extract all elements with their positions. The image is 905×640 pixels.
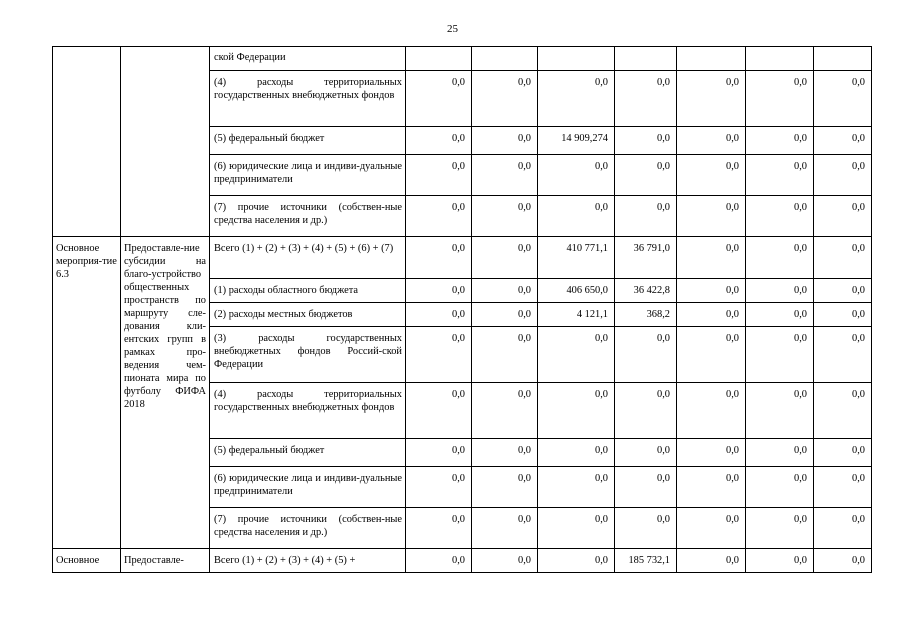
value-cell: 0,0 [746, 71, 814, 127]
value-cell: 0,0 [677, 383, 746, 439]
funding-source-cell: (5) федеральный бюджет [210, 439, 406, 467]
value-cell: 368,2 [615, 303, 677, 327]
measure-description-cell: Предоставле-ние субсидии на благо-устройство общественных пространств по маршруту сле-дования кли-ентских групп в рамках про-ведения чем-пионата мира по футболу ФИФА 2018 [121, 237, 210, 549]
value-cell: 0,0 [814, 196, 872, 237]
value-cell: 36 422,8 [615, 279, 677, 303]
value-cell: 0,0 [746, 508, 814, 549]
value-cell: 0,0 [746, 383, 814, 439]
value-cell [615, 47, 677, 71]
value-cell: 0,0 [538, 327, 615, 383]
funding-source-cell: (7) прочие источники (собствен-ные средства населения и др.) [210, 196, 406, 237]
value-cell: 0,0 [746, 237, 814, 279]
value-cell: 0,0 [406, 327, 472, 383]
value-cell [814, 47, 872, 71]
value-cell: 0,0 [746, 279, 814, 303]
page-number: 25 [447, 23, 458, 35]
value-cell [746, 47, 814, 71]
value-cell: 0,0 [406, 439, 472, 467]
budget-table [52, 46, 872, 573]
measure-cell: Основное мероприя-тие 6.3 [53, 237, 121, 549]
value-cell: 0,0 [814, 383, 872, 439]
value-cell: 0,0 [615, 383, 677, 439]
value-cell: 0,0 [677, 467, 746, 508]
value-cell: 0,0 [677, 127, 746, 155]
value-cell [538, 47, 615, 71]
value-cell: 0,0 [538, 439, 615, 467]
value-cell: 4 121,1 [538, 303, 615, 327]
value-cell: 0,0 [814, 71, 872, 127]
value-cell: 0,0 [677, 327, 746, 383]
value-cell: 0,0 [814, 279, 872, 303]
value-cell: 0,0 [472, 71, 538, 127]
value-cell: 0,0 [814, 327, 872, 383]
funding-source-cell: Всего (1) + (2) + (3) + (4) + (5) + (6) + (7) [210, 237, 406, 279]
value-cell: 0,0 [472, 127, 538, 155]
measure-cell: Основное [53, 549, 121, 573]
funding-source-cell: (4) расходы территориальных государственных внебюджетных фондов [210, 383, 406, 439]
table-row [53, 47, 872, 71]
value-cell: 0,0 [677, 71, 746, 127]
table-row [53, 237, 872, 279]
value-cell: 0,0 [472, 279, 538, 303]
value-cell: 0,0 [615, 196, 677, 237]
funding-source-cell: (7) прочие источники (собствен-ные средства населения и др.) [210, 508, 406, 549]
value-cell: 0,0 [406, 127, 472, 155]
value-cell: 0,0 [538, 549, 615, 573]
value-cell: 0,0 [472, 155, 538, 196]
value-cell: 0,0 [538, 383, 615, 439]
value-cell: 0,0 [472, 237, 538, 279]
value-cell: 0,0 [406, 549, 472, 573]
value-cell [406, 47, 472, 71]
value-cell: 185 732,1 [615, 549, 677, 573]
value-cell: 0,0 [746, 196, 814, 237]
value-cell: 0,0 [538, 155, 615, 196]
value-cell: 0,0 [677, 508, 746, 549]
value-cell: 0,0 [746, 549, 814, 573]
value-cell: 0,0 [746, 327, 814, 383]
value-cell: 0,0 [814, 467, 872, 508]
value-cell: 0,0 [472, 508, 538, 549]
value-cell: 0,0 [406, 279, 472, 303]
value-cell: 0,0 [406, 71, 472, 127]
value-cell: 0,0 [406, 237, 472, 279]
value-cell: 406 650,0 [538, 279, 615, 303]
value-cell: 0,0 [472, 303, 538, 327]
value-cell: 410 771,1 [538, 237, 615, 279]
funding-source-cell: (5) федеральный бюджет [210, 127, 406, 155]
funding-source-cell: (6) юридические лица и индиви-дуальные предприниматели [210, 155, 406, 196]
funding-source-cell: (6) юридические лица и индиви-дуальные предприниматели [210, 467, 406, 508]
value-cell: 0,0 [746, 439, 814, 467]
value-cell: 0,0 [814, 303, 872, 327]
value-cell: 0,0 [472, 439, 538, 467]
value-cell: 0,0 [746, 127, 814, 155]
value-cell: 0,0 [406, 383, 472, 439]
value-cell: 14 909,274 [538, 127, 615, 155]
measure-description-cell: Предоставле- [121, 549, 210, 573]
value-cell: 0,0 [746, 467, 814, 508]
value-cell [677, 47, 746, 71]
funding-source-cell: (1) расходы областного бюджета [210, 279, 406, 303]
value-cell: 0,0 [677, 439, 746, 467]
value-cell: 0,0 [814, 155, 872, 196]
value-cell: 0,0 [406, 196, 472, 237]
funding-source-cell: Всего (1) + (2) + (3) + (4) + (5) + [210, 549, 406, 573]
value-cell: 0,0 [538, 508, 615, 549]
value-cell: 0,0 [615, 508, 677, 549]
funding-source-cell: ской Федерации [210, 47, 406, 71]
value-cell: 0,0 [814, 127, 872, 155]
value-cell: 0,0 [677, 155, 746, 196]
value-cell: 0,0 [814, 549, 872, 573]
table-row [53, 549, 872, 573]
value-cell: 0,0 [814, 237, 872, 279]
value-cell: 0,0 [677, 237, 746, 279]
value-cell: 0,0 [538, 196, 615, 237]
value-cell: 0,0 [677, 303, 746, 327]
value-cell: 0,0 [538, 467, 615, 508]
value-cell: 0,0 [746, 155, 814, 196]
value-cell: 0,0 [615, 439, 677, 467]
value-cell: 0,0 [472, 327, 538, 383]
value-cell: 0,0 [472, 196, 538, 237]
measure-description-cell [121, 47, 210, 237]
value-cell: 0,0 [615, 155, 677, 196]
value-cell: 0,0 [814, 508, 872, 549]
value-cell: 0,0 [746, 303, 814, 327]
value-cell [472, 47, 538, 71]
value-cell: 0,0 [615, 467, 677, 508]
funding-source-cell: (2) расходы местных бюджетов [210, 303, 406, 327]
value-cell: 0,0 [406, 303, 472, 327]
value-cell: 0,0 [406, 467, 472, 508]
value-cell: 0,0 [472, 549, 538, 573]
value-cell: 0,0 [615, 327, 677, 383]
value-cell: 0,0 [677, 196, 746, 237]
value-cell: 0,0 [472, 467, 538, 508]
value-cell: 0,0 [406, 508, 472, 549]
measure-cell [53, 47, 121, 237]
value-cell: 0,0 [615, 127, 677, 155]
value-cell: 0,0 [677, 279, 746, 303]
value-cell: 0,0 [406, 155, 472, 196]
funding-source-cell: (4) расходы территориальных государственных внебюджетных фондов [210, 71, 406, 127]
value-cell: 0,0 [538, 71, 615, 127]
value-cell: 0,0 [677, 549, 746, 573]
value-cell: 36 791,0 [615, 237, 677, 279]
value-cell: 0,0 [472, 383, 538, 439]
value-cell: 0,0 [615, 71, 677, 127]
funding-source-cell: (3) расходы государственных внебюджетных фондов Россий-ской Федерации [210, 327, 406, 383]
value-cell: 0,0 [814, 439, 872, 467]
